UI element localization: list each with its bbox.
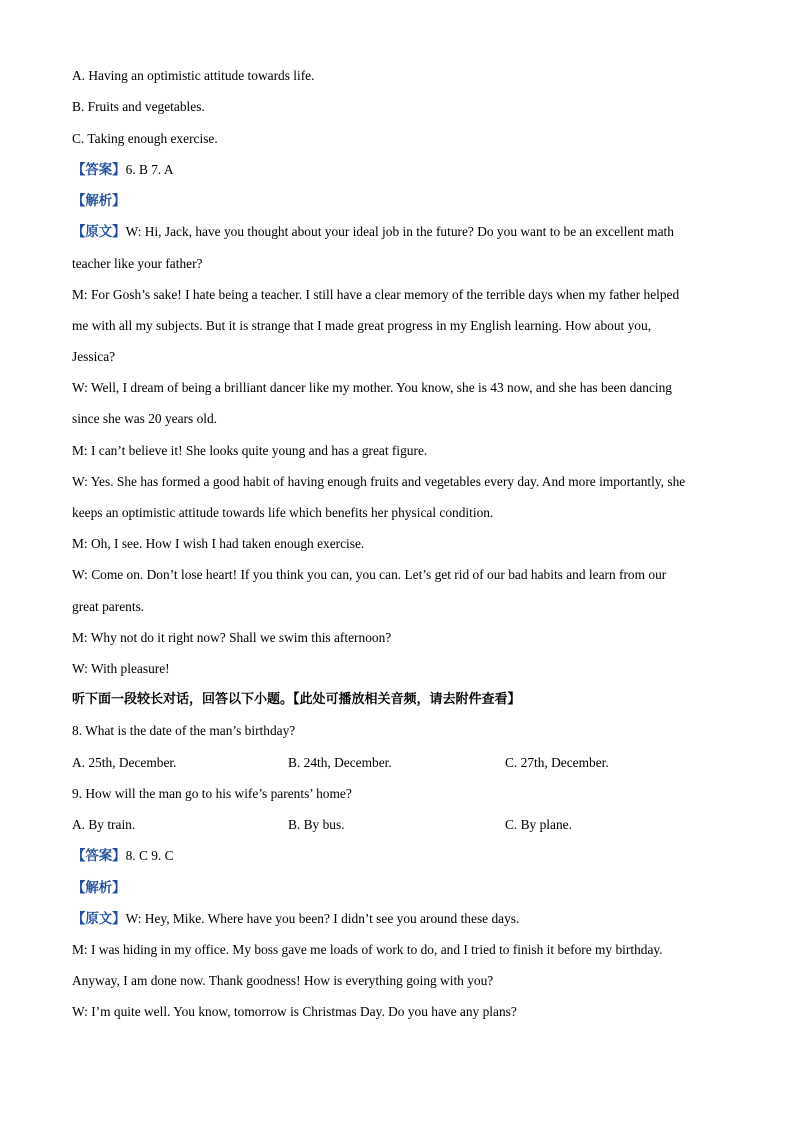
analysis-tag: 【解析】: [72, 881, 126, 896]
listening-instruction: 听下面一段较长对话，回答以下小题。【此处可播放相关音频，请去附件查看】: [72, 692, 521, 707]
transcript1-line: [72, 223, 674, 242]
analysis-line-1: [72, 192, 126, 211]
transcript1-line: Jessica?: [72, 349, 116, 364]
transcript1-line: W: With pleasure!: [72, 661, 170, 676]
q9-question: 9. How will the man go to his wife’s parents’ home?: [72, 786, 352, 801]
q7-option-a: A. Having an optimistic attitude towards life.: [72, 68, 315, 83]
transcript-text: W: Hi, Jack, have you thought about your ideal job in the future? Do you want to be an excellent math: [125, 224, 674, 239]
q8-option-a: A. 25th, December.: [72, 755, 177, 770]
transcript2-line: W: I’m quite well. You know, tomorrow is Christmas Day. Do you have any plans?: [72, 1004, 517, 1019]
q7-option-b: B. Fruits and vegetables.: [72, 99, 205, 114]
q8-option-c: C. 27th, December.: [505, 755, 609, 770]
analysis-line-2: [72, 879, 126, 898]
transcript1-line: W: Yes. She has formed a good habit of having enough fruits and vegetables every day. And more importantly, she: [72, 474, 686, 489]
transcript1-line: keeps an optimistic attitude towards life which benefits her physical condition.: [72, 505, 494, 520]
transcript1-line: W: Well, I dream of being a brilliant dancer like my mother. You know, she is 43 now, and she has been dancing: [72, 380, 672, 395]
transcript1-line: great parents.: [72, 599, 145, 614]
transcript1-line: W: Come on. Don’t lose heart! If you think you can, you can. Let’s get rid of our bad habits and learn from our: [72, 567, 667, 582]
transcript-text: W: Hey, Mike. Where have you been? I didn’t see you around these days.: [125, 911, 520, 926]
q9-option-c: C. By plane.: [505, 817, 572, 832]
transcript2-line: M: I was hiding in my office. My boss gave me loads of work to do, and I tried to finish it before my birthday.: [72, 942, 663, 957]
transcript2-line: Anyway, I am done now. Thank goodness! How is everything going with you?: [72, 973, 494, 988]
q8-question: 8. What is the date of the man’s birthday?: [72, 723, 296, 738]
answer-tag: 【答案】: [72, 849, 126, 864]
transcript1-line: M: Why not do it right now? Shall we swim this afternoon?: [72, 630, 392, 645]
transcript-tag: 【原文】: [72, 225, 126, 240]
transcript1-line: M: For Gosh’s sake! I hate being a teacher. I still have a clear memory of the terrible days when my father helped: [72, 287, 680, 302]
q9-option-a: A. By train.: [72, 817, 136, 832]
transcript1-line: M: I can’t believe it! She looks quite young and has a great figure.: [72, 443, 428, 458]
transcript1-line: since she was 20 years old.: [72, 411, 218, 426]
answer-text: 8. C 9. C: [125, 848, 174, 863]
transcript-tag: 【原文】: [72, 912, 126, 927]
analysis-tag: 【解析】: [72, 194, 126, 209]
answer-tag: 【答案】: [72, 163, 126, 178]
q7-option-c: C. Taking enough exercise.: [72, 131, 218, 146]
answer-line-1: [72, 161, 174, 180]
transcript1-line: me with all my subjects. But it is strange that I made great progress in my English learning. How about you,: [72, 318, 652, 333]
q8-option-b: B. 24th, December.: [288, 755, 392, 770]
answer-line-2: [72, 847, 174, 866]
answer-text: 6. B 7. A: [125, 162, 174, 177]
transcript1-line: teacher like your father?: [72, 256, 203, 271]
q9-option-b: B. By bus.: [288, 817, 345, 832]
transcript1-line: M: Oh, I see. How I wish I had taken enough exercise.: [72, 536, 365, 551]
transcript2-line: [72, 910, 519, 929]
